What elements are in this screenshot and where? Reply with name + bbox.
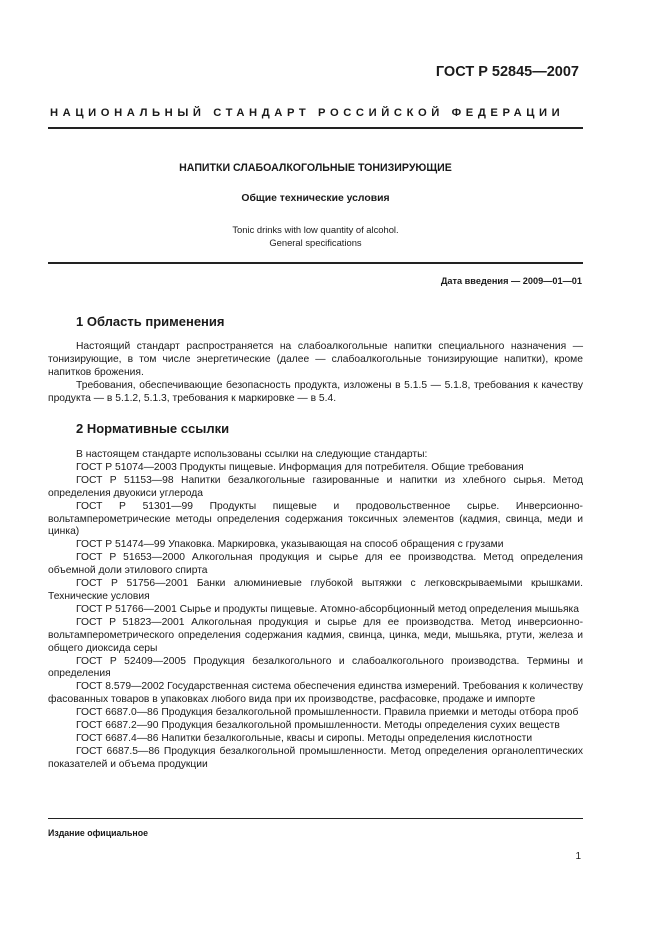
reference-item: ГОСТ Р 51153—98 Напитки безалкогольные газированные и напитки из хлебного сырья. Метод определения двуокиси углерода (48, 474, 583, 499)
english-title (48, 224, 583, 249)
reference-item: ГОСТ Р 51823—2001 Алкогольная продукция и сырье для ее производства. Метод инверсионно-вольтамперометрического определения содержания кадмия, свинца, цинка, меди, мышьяка, ртути, железа и общего диоксида серы (48, 616, 583, 654)
document-number: ГОСТ Р 52845—2007 (435, 64, 579, 80)
reference-item: ГОСТ Р 51074—2003 Продукты пищевые. Информация для потребителя. Общие требования (76, 461, 524, 473)
english-title-line: Tonic drinks with low quantity of alcohol. (232, 224, 399, 235)
reference-item: ГОСТ 6687.4—86 Напитки безалкогольные, квасы и сиропы. Методы определения кислотности (76, 732, 533, 744)
introduction-date: Дата введения — 2009—01—01 (440, 276, 582, 286)
reference-item: ГОСТ Р 51653—2000 Алкогольная продукция и сырье для ее производства. Метод определения объемной доли этилового спирта (48, 552, 583, 577)
reference-item: ГОСТ 6687.0—86 Продукция безалкогольной промышленности. Правила приемки и методы отбора проб (76, 707, 579, 719)
document-title: НАПИТКИ СЛАБОАЛКОГОЛЬНЫЕ ТОНИЗИРУЮЩИЕ (179, 162, 452, 174)
reference-item: ГОСТ Р 51766—2001 Сырье и продукты пищевые. Атомно-абсорбционный метод определения мышьяка (76, 603, 579, 615)
section-body (48, 449, 583, 772)
reference-item: ГОСТ 6687.5—86 Продукция безалкогольной промышленности. Метод определения органолептических показателей и объема продукции (48, 745, 583, 770)
section-body (48, 341, 583, 406)
reference-item: ГОСТ Р 51756—2001 Банки алюминиевые глубокой вытяжки с легковскрываемыми крышками. Технические условия (48, 578, 583, 602)
reference-item: ГОСТ Р 51474—99 Упаковка. Маркировка, указывающая на способ обращения с грузами (76, 539, 504, 551)
reference-item: ГОСТ 6687.2—90 Продукция безалкогольной промышленности. Методы определения сухих веществ (76, 720, 560, 732)
paragraph: В настоящем стандарте использованы ссылки на следующие стандарты: (76, 449, 428, 460)
reference-item: ГОСТ 8.579—2002 Государственная система обеспечения единства измерений. Требования к количеству фасованных товаров в упаковках любого вида при их производстве, расфасовке, продаже и импорте (48, 681, 583, 706)
header-rule (48, 127, 583, 129)
section-heading: 1 Область применения (76, 314, 225, 329)
title-rule (48, 262, 583, 264)
document-subtitle: Общие технические условия (241, 193, 390, 204)
national-standard-banner: НАЦИОНАЛЬНЫЙ СТАНДАРТ РОССИЙСКОЙ ФЕДЕРАЦИИ (50, 107, 565, 119)
footer-rule (48, 818, 583, 819)
section-heading: 2 Нормативные ссылки (76, 421, 230, 436)
reference-item: ГОСТ Р 52409—2005 Продукция безалкогольного и слабоалкогольного производства. Термины и определения (48, 655, 583, 680)
english-title-line: General specifications (269, 236, 362, 248)
page-number: 1 (575, 851, 581, 862)
paragraph: Требования, обеспечивающие безопасность продукта, изложены в 5.1.5 — 5.1.8, требования к качеству продукта — в 5.1.2, 5.1.3, требования к маркировке — в 5.4. (48, 379, 583, 404)
reference-item: ГОСТ Р 51301—99 Продукты пищевые и продовольственное сырье. Инверсионно-вольтамперометрические методы определения содержания токсичных элементов (кадмия, свинца, меди и цинка) (48, 500, 583, 538)
edition-note: Издание официальное (48, 828, 148, 838)
paragraph: Настоящий стандарт распространяется на слабоалкогольные напитки специального назначения — тонизирующие, в том числе энергетические (далее — слабоалкогольные тонизирующие напитки), кроме напитков брожения. (48, 341, 583, 378)
